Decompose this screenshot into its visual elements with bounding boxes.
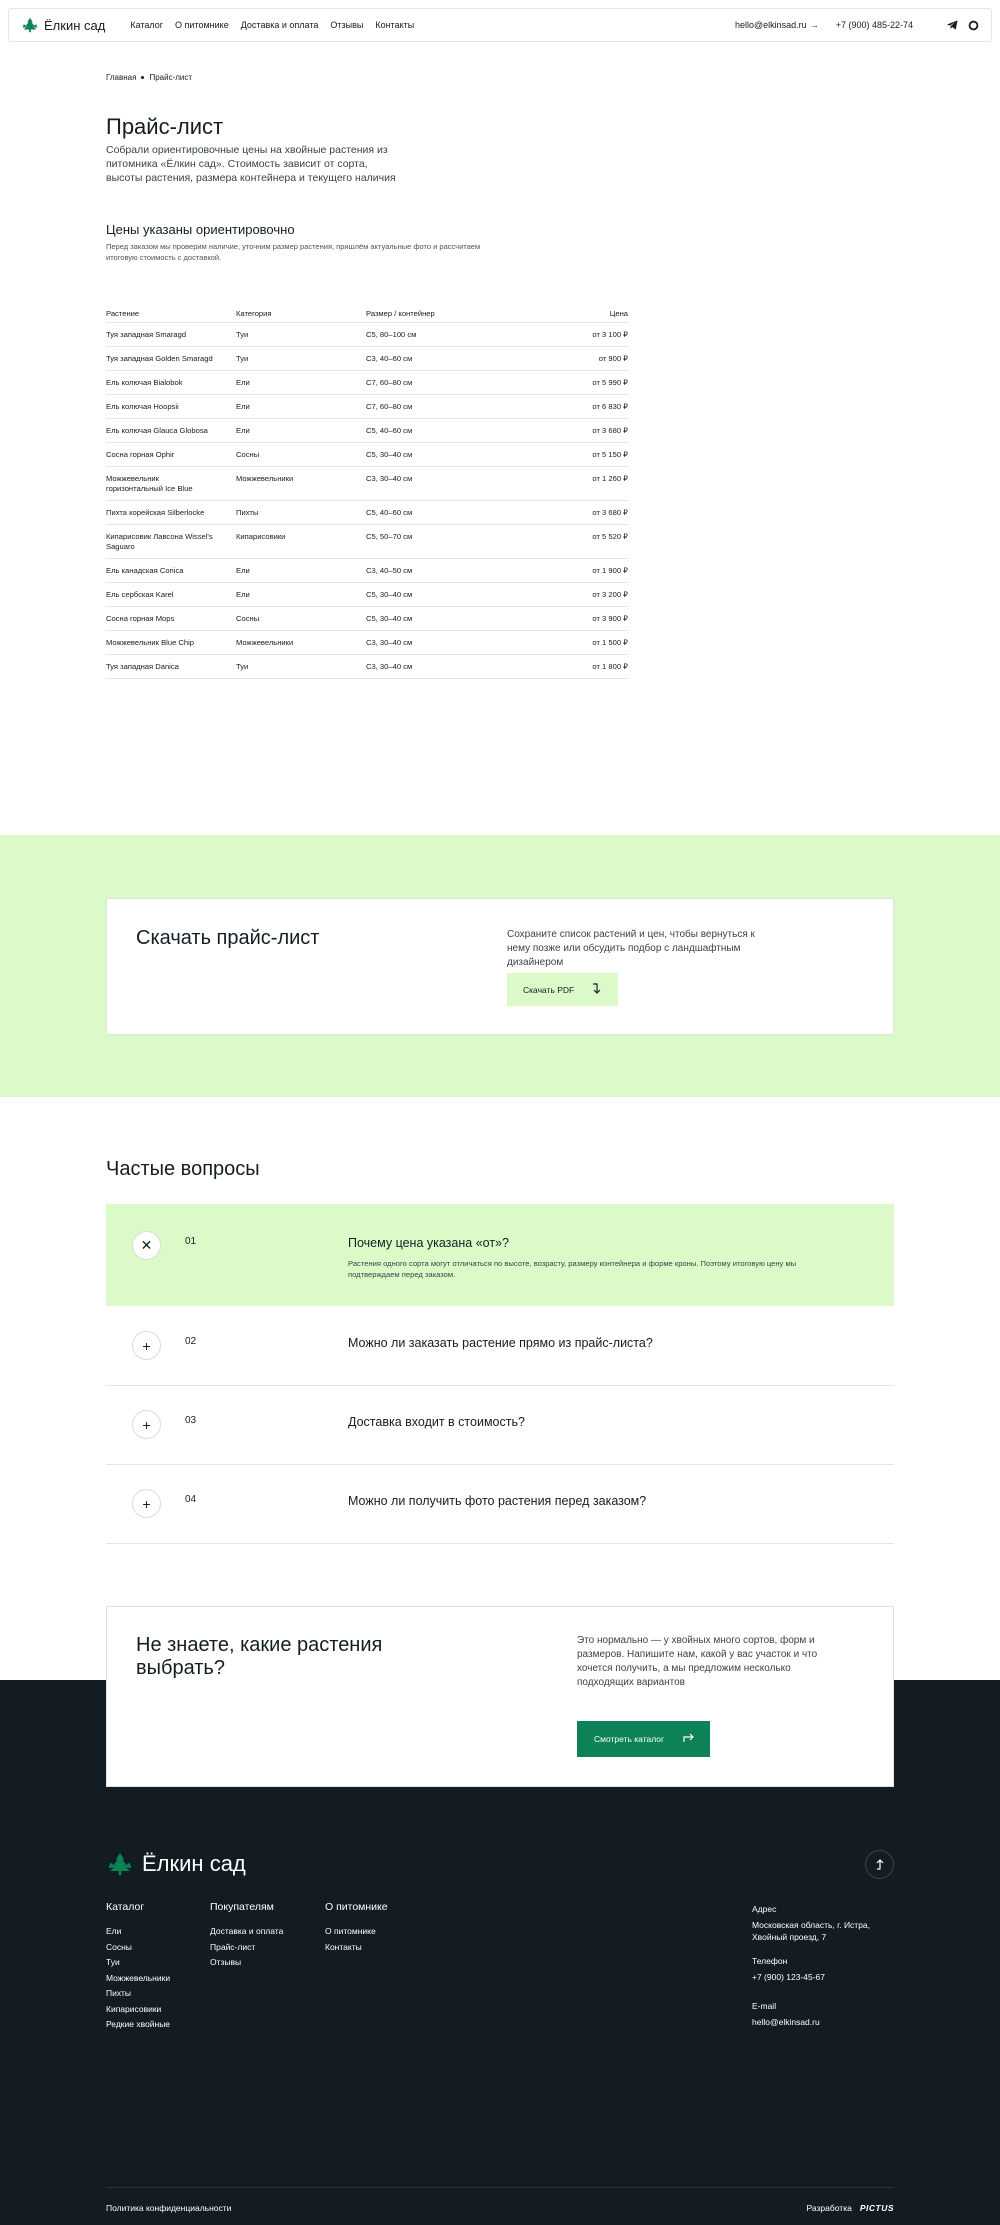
category-cell: Ели (236, 418, 366, 442)
faq-question: Можно ли заказать растение прямо из прайс-листа? (348, 1336, 653, 1350)
faq-item-04[interactable] (106, 1465, 894, 1544)
size-cell: C3, 30–40 см (366, 630, 526, 654)
faq-item-03[interactable] (106, 1386, 894, 1465)
help-text: Это нормально — у хвойных много сортов, форм и размеров. Напишите нам, какой у вас участок и что хочется получить, а мы предложим несколько подходящих вариантов (577, 1635, 818, 1688)
faq-question: Можно ли получить фото растения перед заказом? (348, 1494, 647, 1508)
plant-cell: Кипарисовик Лавсона Wissel's Saguaro (106, 524, 236, 558)
category-cell: Пихты (236, 500, 366, 524)
breadcrumb (106, 73, 192, 82)
table-row (106, 524, 628, 558)
price-cell: от 3 200 ₽ (526, 582, 628, 606)
telegram-icon[interactable] (947, 20, 958, 30)
plant-cell: Ель колючая Hoopsii (106, 394, 236, 418)
category-cell: Ели (236, 370, 366, 394)
table-row (106, 466, 628, 500)
size-cell: C5, 30–40 см (366, 442, 526, 466)
faq-item-02[interactable] (106, 1306, 894, 1386)
arrow-up-icon (875, 1859, 885, 1870)
nav-delivery[interactable]: Доставка и оплата (240, 20, 319, 30)
footer-col-catalog (106, 1901, 170, 2033)
plant-cell: Сосна горная Ophir (106, 442, 236, 466)
category-cell: Сосны (236, 606, 366, 630)
size-cell: C7, 60–80 см (366, 370, 526, 394)
category-cell: Туи (236, 346, 366, 370)
footer-link[interactable]: Туи (106, 1957, 120, 1967)
category-cell: Можжевельники (236, 466, 366, 500)
faq-number: 03 (185, 1415, 197, 1426)
footer-phone[interactable]: +7 (900) 123-45-67 (752, 1972, 826, 1982)
main-nav (130, 20, 414, 30)
header-email[interactable] (735, 20, 819, 30)
footer-logo[interactable] (106, 1850, 246, 1878)
notice-text: Перед заказом мы проверим наличие, уточним размер растения, пришлём актуальные фото и рассчитаем итоговую стоимость с доставкой. (106, 242, 481, 262)
price-cell: от 3 680 ₽ (526, 500, 628, 524)
size-cell: C5, 50–70 см (366, 524, 526, 558)
plant-cell: Ель канадская Conica (106, 558, 236, 582)
page-lead: Собрали ориентировочные цены на хвойные растения из питомника «Ёлкин сад». Стоимость зависит от сорта, высоты растения, размера контейнера и текущего наличия (106, 144, 396, 184)
footer-link[interactable]: Прайс-лист (210, 1941, 256, 1952)
footer-link[interactable]: Доставка и оплата (210, 1926, 284, 1936)
address-value: Московская область, г. Истра, Хвойный проезд, 7 (752, 1920, 871, 1942)
size-cell: C5, 40–60 см (366, 418, 526, 442)
fir-logo-icon (106, 1850, 134, 1878)
col-plant: Растение (106, 306, 236, 322)
category-cell: Ели (236, 394, 366, 418)
dev-brand: PICTUS (859, 2203, 894, 2213)
dev-label: Разработка (806, 2203, 852, 2213)
table-row (106, 654, 628, 678)
plant-cell: Можжевельник горизонтальный Ice Blue (106, 466, 236, 500)
size-cell: C5, 40–60 см (366, 500, 526, 524)
footer-link[interactable]: Контакты (325, 1941, 362, 1952)
arrow-right-icon: → (809, 20, 819, 30)
size-cell: C3, 40–60 см (366, 346, 526, 370)
breadcrumb-separator (141, 76, 144, 79)
footer-col-title[interactable]: Каталог (106, 1901, 145, 1913)
price-notice (106, 222, 506, 263)
size-cell: C5, 30–40 см (366, 606, 526, 630)
notice-title: Цены указаны ориентировочно (106, 222, 295, 237)
footer-link[interactable]: Редкие хвойные (106, 2019, 171, 2029)
page-title: Прайс-лист (106, 114, 224, 139)
privacy-link[interactable]: Политика конфиденциальности (106, 2203, 232, 2213)
category-cell: Можжевельники (236, 630, 366, 654)
table-row (106, 346, 628, 370)
help-title: Не знаете, какие растения выбрать? (136, 1634, 383, 1679)
table-row (106, 500, 628, 524)
category-cell: Туи (236, 654, 366, 678)
table-row (106, 558, 628, 582)
price-cell: от 3 100 ₽ (526, 322, 628, 346)
faq-number: 04 (185, 1494, 197, 1505)
category-cell: Ели (236, 582, 366, 606)
price-cell: от 900 ₽ (526, 346, 628, 370)
plant-cell: Туя западная Golden Smaragd (106, 346, 236, 370)
view-catalog-button[interactable] (577, 1721, 710, 1757)
table-row (106, 394, 628, 418)
price-cell: от 5 990 ₽ (526, 370, 628, 394)
footer-email[interactable]: hello@elkinsad.ru (752, 2017, 820, 2027)
nav-reviews[interactable]: Отзывы (330, 20, 364, 30)
plant-cell: Туя западная Smaragd (106, 322, 236, 346)
download-card (106, 898, 894, 1035)
size-cell: C3, 30–40 см (366, 654, 526, 678)
footer-contacts (752, 1903, 892, 2028)
messenger-icon[interactable] (968, 20, 979, 31)
price-cell: от 1 260 ₽ (526, 466, 628, 500)
faq-title: Частые вопросы (106, 1158, 260, 1180)
price-cell: от 1 500 ₽ (526, 630, 628, 654)
plant-cell: Туя западная Danica (106, 654, 236, 678)
fir-logo-icon (21, 16, 39, 34)
table-row (106, 322, 628, 346)
col-category: Категория (236, 306, 366, 322)
close-icon[interactable]: ✕ (132, 1231, 161, 1260)
plus-icon[interactable]: + (132, 1489, 161, 1518)
footer-logo-text: Ёлкин сад (142, 1851, 246, 1876)
breadcrumb-home[interactable]: Главная (106, 73, 137, 82)
header-email-text: hello@elkinsad.ru (735, 20, 807, 30)
price-cell: от 5 520 ₽ (526, 524, 628, 558)
footer-link[interactable]: Пихты (106, 1988, 132, 1998)
plant-cell: Пихта корейская Silberlocke (106, 500, 236, 524)
col-price: Цена (526, 306, 628, 322)
faq-question: Почему цена указана «от»? (348, 1236, 509, 1250)
logo[interactable] (21, 16, 105, 34)
plus-icon[interactable]: + (132, 1410, 161, 1439)
footer-bottom (106, 2187, 894, 2213)
size-cell: C5, 30–40 см (366, 582, 526, 606)
price-cell: от 3 900 ₽ (526, 606, 628, 630)
table-row (106, 442, 628, 466)
site-header (8, 8, 992, 42)
footer-link[interactable]: Сосны (106, 1941, 132, 1952)
footer-link[interactable]: Можжевельники (106, 1972, 171, 1983)
price-cell: от 5 150 ₽ (526, 442, 628, 466)
footer-link[interactable]: Кипарисовики (106, 2003, 162, 2014)
size-cell: C5, 80–100 см (366, 322, 526, 346)
table-row (106, 370, 628, 394)
table-row (106, 606, 628, 630)
category-cell: Сосны (236, 442, 366, 466)
footer-col-title: О питомнике (325, 1901, 388, 1913)
plant-cell: Ель колючая Bialobok (106, 370, 236, 394)
faq-question: Доставка входит в стоимость? (348, 1415, 525, 1429)
size-cell: C3, 40–50 см (366, 558, 526, 582)
plant-cell: Ель колючая Glauca Globosa (106, 418, 236, 442)
plus-icon[interactable]: + (132, 1331, 161, 1360)
footer-col-customers (210, 1901, 283, 1971)
footer-link[interactable]: Отзывы (210, 1957, 242, 1967)
footer-col-title: Покупателям (210, 1901, 274, 1913)
plant-cell: Можжевельник Blue Chip (106, 630, 236, 654)
size-cell: C3, 30–40 см (366, 466, 526, 500)
price-cell: от 6 830 ₽ (526, 394, 628, 418)
plant-cell: Ель сербская Karel (106, 582, 236, 606)
scroll-up-button[interactable] (865, 1850, 894, 1879)
faq-number: 01 (185, 1236, 197, 1247)
help-card (106, 1606, 894, 1787)
category-cell: Туи (236, 322, 366, 346)
category-cell: Ели (236, 558, 366, 582)
download-text: Сохраните список растений и цен, чтобы вернуться к нему позже или обсудить подбор с ландшафтным дизайнером (507, 929, 755, 968)
footer-col-about (325, 1901, 388, 1955)
category-cell: Кипарисовики (236, 524, 366, 558)
price-table (106, 306, 628, 679)
size-cell: C7, 60–80 см (366, 394, 526, 418)
download-title: Скачать прайс-лист (136, 927, 320, 949)
faq-number: 02 (185, 1336, 197, 1347)
address-label: Адрес (752, 1904, 777, 1914)
table-row (106, 418, 628, 442)
faq-item-01[interactable] (106, 1204, 894, 1306)
developer-credit[interactable] (807, 2203, 894, 2213)
breadcrumb-current: Прайс-лист (149, 73, 193, 82)
arrow-down-corner-icon (592, 983, 602, 995)
arrow-corner-right-icon (683, 1733, 694, 1743)
price-cell: от 1 900 ₽ (526, 558, 628, 582)
table-row (106, 582, 628, 606)
footer-link[interactable]: Ели (106, 1926, 122, 1936)
col-size: Размер / контейнер (366, 306, 526, 322)
price-cell: от 3 680 ₽ (526, 418, 628, 442)
faq-answer: Растения одного сорта могут отличаться по высоте, возрасту, размеру контейнера и форме кроны. Поэтому итоговую цену мы подтверждаем перед заказом. (348, 1259, 797, 1279)
table-header-row (106, 306, 628, 322)
download-pdf-label: Скачать PDF (523, 984, 575, 995)
view-catalog-label: Смотреть каталог (594, 1734, 665, 1744)
nav-about[interactable]: О питомнике (175, 20, 229, 30)
plant-cell: Сосна горная Mops (106, 606, 236, 630)
phone-label: Телефон (752, 1956, 788, 1966)
footer-link[interactable]: О питомнике (325, 1926, 376, 1936)
price-cell: от 1 800 ₽ (526, 654, 628, 678)
email-label: E-mail (752, 2001, 777, 2011)
logo-text: Ёлкин сад (44, 17, 106, 33)
header-phone[interactable]: +7 (900) 485-22-74 (835, 20, 913, 30)
nav-catalog[interactable]: Каталог (130, 20, 164, 30)
download-pdf-button[interactable] (507, 973, 618, 1006)
table-row (106, 630, 628, 654)
nav-contacts[interactable]: Контакты (375, 20, 415, 30)
